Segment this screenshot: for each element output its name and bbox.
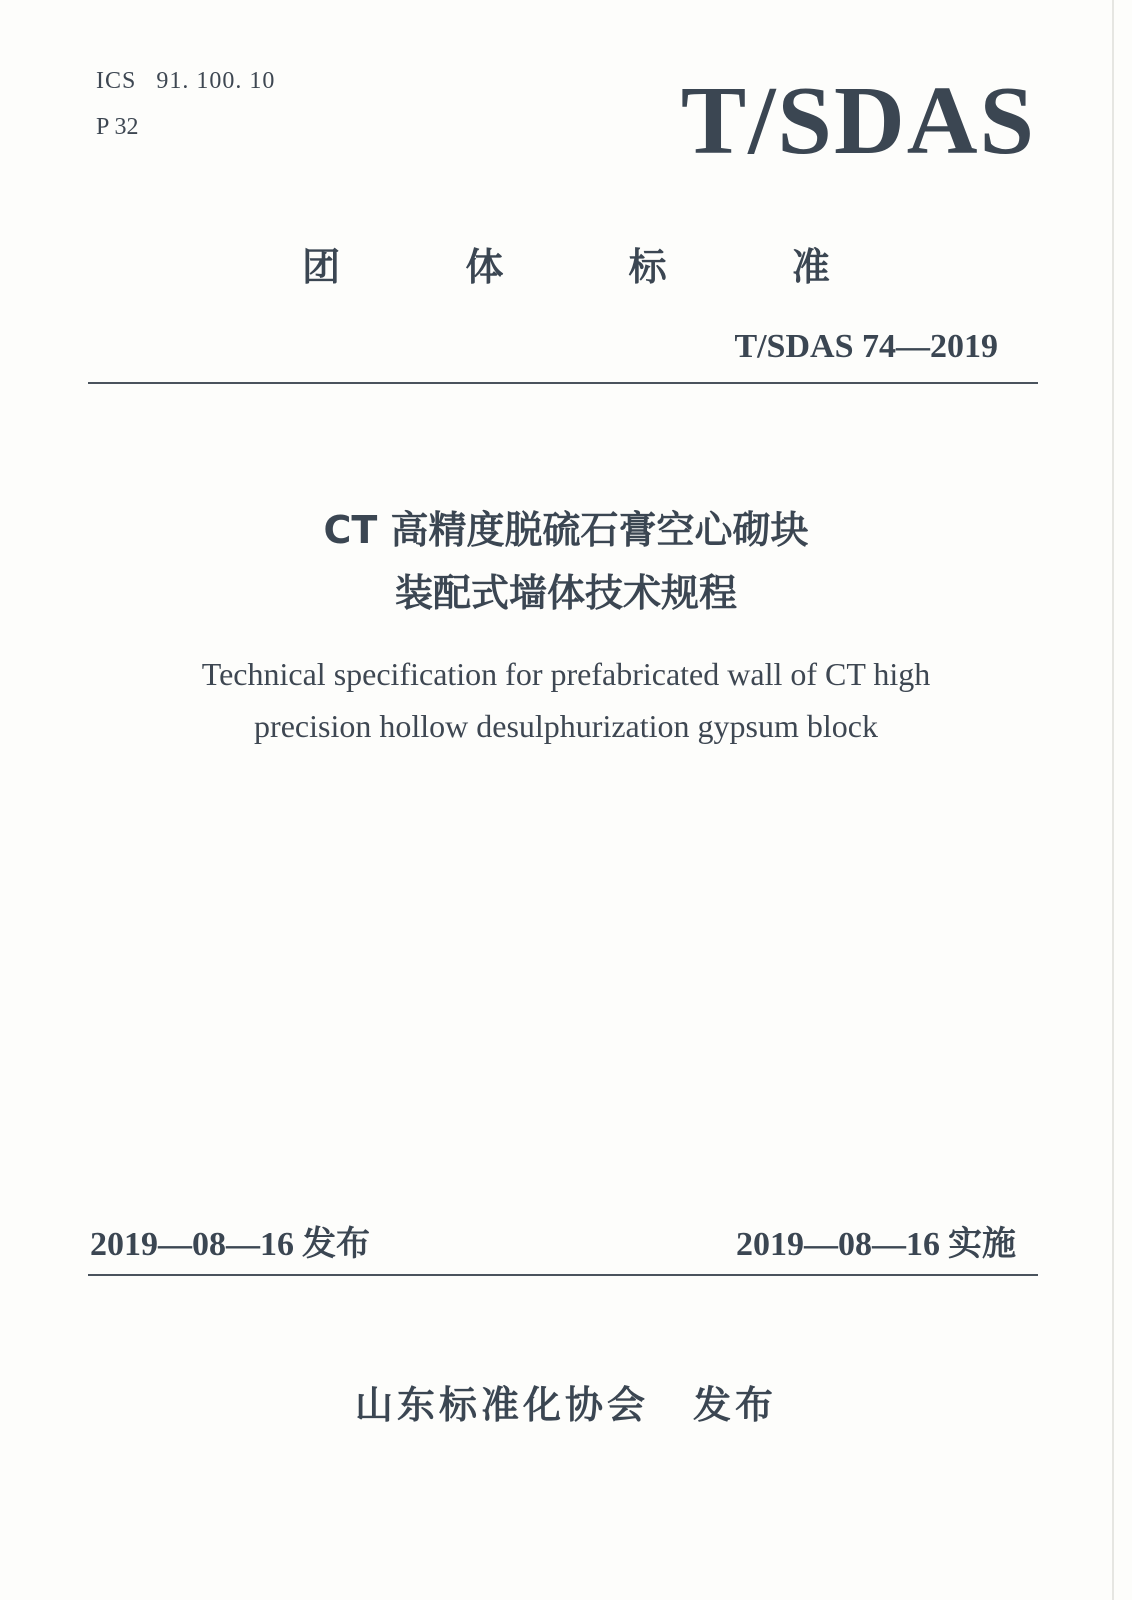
ics-label: ICS (96, 68, 137, 94)
implement-date-value: 2019—08—16 (736, 1226, 940, 1263)
page-edge (1112, 0, 1114, 1600)
title-zh-line1: CT 高精度脱硫石膏空心砌块 (323, 508, 809, 552)
title-en-line2: precision hollow desulphurization gypsum block (254, 708, 878, 744)
ics-classification (96, 64, 275, 98)
title-zh-line2: 装配式墙体技术规程 (394, 571, 737, 615)
standard-code: T/SDAS 74—2019 (734, 328, 998, 365)
ccs-code: P 32 (96, 114, 139, 140)
implement-date-suffix: 实施 (948, 1224, 1016, 1264)
implement-date (736, 1222, 1016, 1267)
publish-date-value: 2019—08—16 (90, 1226, 294, 1263)
publisher-name: 山东标准化协会 (354, 1383, 649, 1427)
standard-brand-logo: T/SDAS (680, 67, 1036, 175)
publish-date (90, 1222, 370, 1267)
standard-type: 团 体 标 准 (302, 245, 886, 289)
ics-number: 91. 100. 10 (156, 68, 276, 94)
publisher (0, 1380, 1132, 1430)
title-en-line1: Technical specification for prefabricated wall of CT high (201, 656, 931, 692)
bottom-divider (88, 1274, 1038, 1276)
top-divider (88, 382, 1038, 384)
publish-date-suffix: 发布 (302, 1224, 370, 1264)
publisher-action: 发布 (693, 1383, 778, 1427)
